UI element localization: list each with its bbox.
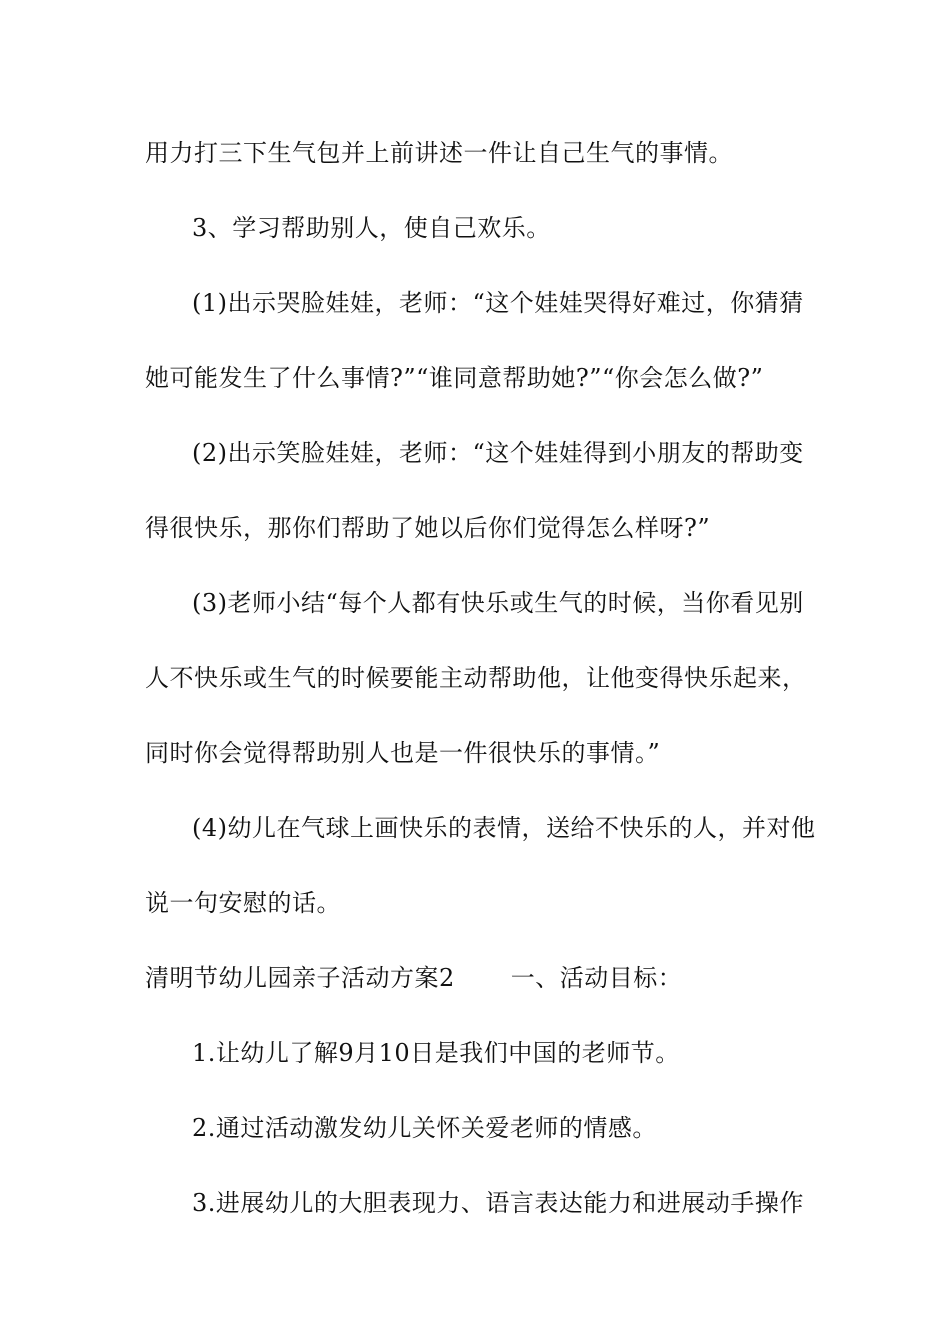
text-line: 人不快乐或生气的时候要能主动帮助他，让他变得快乐起来， [145,664,807,692]
goal-item: 2.通过活动激发幼儿关怀关爱老师的情感。 [192,1114,657,1142]
section-title: 清明节幼儿园亲子活动方案2 [145,964,455,992]
section-subtitle: 一、活动目标： [510,964,683,992]
text-line: 用力打三下生气包并上前讲述一件让自己生气的事情。 [145,139,733,167]
text-line: 同时你会觉得帮助别人也是一件很快乐的事情。” [145,739,661,767]
text-line: (2)出示笑脸娃娃，老师：“这个娃娃得到小朋友的帮助变 [192,439,804,467]
text-line: 说一句安慰的话。 [145,889,341,917]
text-line: 她可能发生了什么事情?”“谁同意帮助她?”“你会怎么做?” [145,364,764,392]
text-line: (3)老师小结“每个人都有快乐或生气的时候，当你看见别 [192,589,804,617]
section-heading [145,963,815,993]
text-line: 得很快乐，那你们帮助了她以后你们觉得怎么样呀?” [145,514,711,542]
text-line: 3、学习帮助别人，使自己欢乐。 [192,214,551,242]
text-line: (1)出示哭脸娃娃，老师：“这个娃娃哭得好难过，你猜猜 [192,289,804,317]
text-line: (4)幼儿在气球上画快乐的表情，送给不快乐的人，并对他 [192,814,816,842]
goal-item: 1.让幼儿了解9月10日是我们中国的老师节。 [192,1039,680,1067]
goal-item: 3.进展幼儿的大胆表现力、语言表达能力和进展动手操作 [192,1189,804,1217]
